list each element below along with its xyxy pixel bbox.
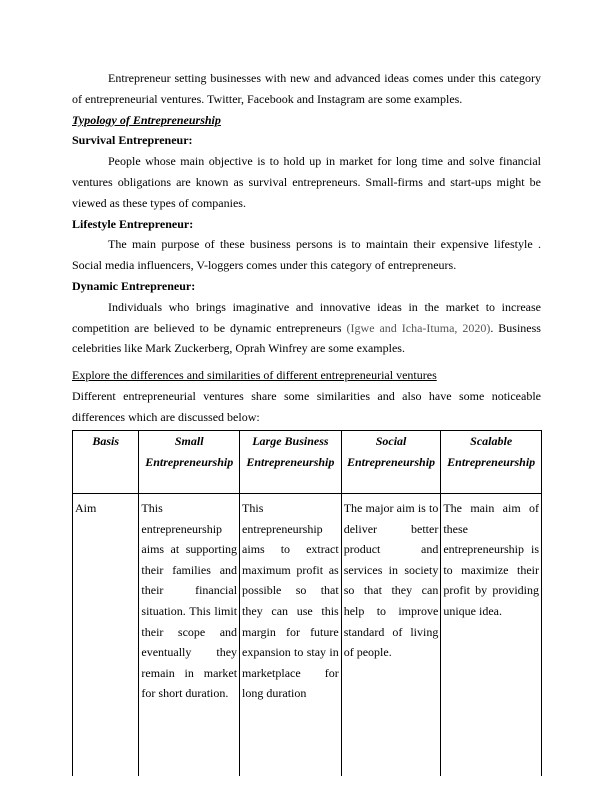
cell-basis: Aim <box>73 494 139 777</box>
dynamic-paragraph <box>72 297 541 359</box>
header-social: Social Entrepreneurship <box>341 431 441 494</box>
survival-heading: Survival Entrepreneur: <box>72 133 193 148</box>
comparison-table <box>72 430 542 776</box>
cell-scalable: The main aim of these entrepreneurship is to maximize their profit by providing unique idea. <box>441 494 542 777</box>
survival-paragraph: People whose main objective is to hold up in market for long time and solve financial ventures obligations are known as survival entrepreneurs. Small-firms and start-ups might be viewed as these types of companies. <box>72 154 541 210</box>
document-page <box>72 68 541 428</box>
intro-paragraph: Entrepreneur setting businesses with new and advanced ideas comes under this category of entrepreneurial ventures. Twitter, Facebook and Instagram are some examples. <box>72 71 541 106</box>
header-basis: Basis <box>73 431 139 494</box>
dynamic-heading: Dynamic Entrepreneur: <box>72 278 196 293</box>
dynamic-citation: (Igwe and Icha-Ituma, 2020) <box>346 320 491 335</box>
header-large: Large Business Entrepreneurship <box>240 431 342 494</box>
table-header-row <box>73 431 542 494</box>
cell-social: The major aim is to deliver better product and services in society so that they can help to improve standard of living of people. <box>341 494 441 777</box>
cell-small: This entrepreneurship aims at supporting their families and their financial situation. This limit their scope and eventually they remain in market for short duration. <box>139 494 240 777</box>
dynamic-text-after: . Business celebrities like Mark Zuckerberg, Oprah Winfrey are some examples. <box>72 320 541 356</box>
dynamic-text-before: Individuals who brings imaginative and innovative ideas in the market to increase competition are believed to be dynamic entrepreneurs <box>72 299 541 335</box>
header-scalable: Scalable Entrepreneurship <box>441 431 542 494</box>
table-row <box>73 494 542 777</box>
explore-paragraph: Different entrepreneurial ventures share some similarities and also have some noticeable differences which are discussed below: <box>72 388 541 424</box>
lifestyle-paragraph: The main purpose of these business persons is to maintain their expensive lifestyle . Social media influencers, V-loggers comes under this category of entrepreneurs. <box>72 237 541 273</box>
explore-heading: Explore the differences and similarities of different entrepreneurial ventures <box>72 368 437 383</box>
cell-large: This entrepreneurship aims to extract maximum profit as possible so that they can use this margin for future expansion to stay in marketplace for long duration <box>240 494 342 777</box>
typology-heading: Typology of Entrepreneurship <box>72 112 221 127</box>
lifestyle-heading: Lifestyle Entrepreneur: <box>72 216 194 231</box>
header-small: Small Entrepreneurship <box>139 431 240 494</box>
